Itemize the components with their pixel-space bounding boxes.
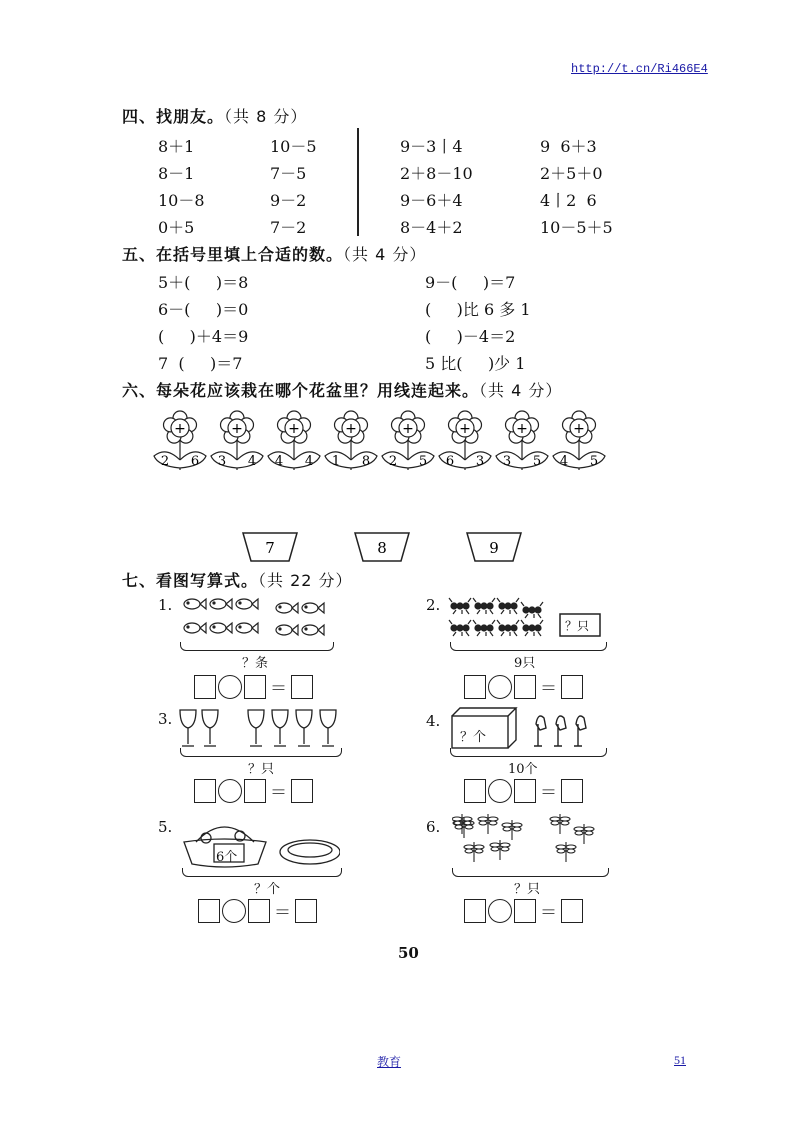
expr: 7－2 xyxy=(270,218,307,237)
leaf-number-right: 4 xyxy=(304,454,314,469)
problem-6-number: 6. xyxy=(426,818,441,836)
leaf-number-right: 6 xyxy=(190,454,200,469)
leaf-number-right: 5 xyxy=(532,454,542,469)
answer-box[interactable] xyxy=(514,675,536,699)
section6-heading xyxy=(122,378,562,401)
leaf-number-left: 6 xyxy=(445,454,455,469)
expr: 9－3丨4 xyxy=(400,137,463,156)
leaf-number-right: 5 xyxy=(589,454,599,469)
problem-1-number: 1. xyxy=(158,596,173,614)
operator-circle[interactable] xyxy=(222,899,246,923)
leaf-number-right: 8 xyxy=(361,454,371,469)
leaf-number-left: 4 xyxy=(559,454,569,469)
equals-sign: ＝ xyxy=(274,903,291,923)
leaf-number-left: 4 xyxy=(274,454,284,469)
problem-4-box-label: ？个 xyxy=(460,730,487,745)
problem-4-number: 4. xyxy=(426,712,441,730)
expr: 9－2 xyxy=(270,191,307,210)
flower-3[interactable] xyxy=(266,410,322,472)
leaf-number-left: 2 xyxy=(160,454,170,469)
section4-title: 四、找朋友。 xyxy=(122,107,225,126)
answer-box[interactable] xyxy=(198,899,220,923)
section4-heading xyxy=(122,104,307,127)
flower-6[interactable] xyxy=(437,410,493,472)
expr: 9－6＋4 xyxy=(400,191,463,210)
section7-title: 七、看图写算式。 xyxy=(122,571,259,590)
flower-1[interactable] xyxy=(152,410,208,472)
flower-sign: + xyxy=(402,421,414,437)
answer-box[interactable] xyxy=(244,675,266,699)
flower-7[interactable] xyxy=(494,410,550,472)
section5-title: 五、在括号里填上合适的数。 xyxy=(122,245,344,264)
pot-number: 9 xyxy=(489,539,499,557)
leaf-number-left: 1 xyxy=(331,454,341,469)
pot-number: 8 xyxy=(377,539,387,557)
problem-2-label: 9只 xyxy=(514,656,536,671)
equals-sign: ＝ xyxy=(540,903,557,923)
group-brace xyxy=(450,748,607,757)
blank-expr[interactable]: 5 比( )少 1 xyxy=(425,354,526,373)
problem-4-equation xyxy=(464,778,583,803)
answer-box[interactable] xyxy=(194,779,216,803)
leaf-number-left: 3 xyxy=(502,454,512,469)
flower-pot-9[interactable] xyxy=(464,530,524,564)
expr: 8＋1 xyxy=(158,137,195,156)
flower-5[interactable] xyxy=(380,410,436,472)
answer-box[interactable] xyxy=(514,899,536,923)
expr: 8－1 xyxy=(158,164,195,183)
expr: 2＋8－10 xyxy=(400,164,473,183)
footer-link[interactable]: 教育 xyxy=(377,1055,402,1069)
leaf-number-right: 4 xyxy=(247,454,257,469)
problem-2-number: 2. xyxy=(426,596,441,614)
header-url-link[interactable]: http://t.cn/Ri466E4 xyxy=(571,62,708,76)
leaf-number-left: 2 xyxy=(388,454,398,469)
section4-col3 xyxy=(400,134,473,242)
section6-points: （共 4 分） xyxy=(479,381,563,400)
blank-expr[interactable]: ( )－4＝2 xyxy=(425,327,516,346)
problem-1-equation xyxy=(194,674,313,699)
problem-5-box-label: 6个 xyxy=(216,850,238,865)
section4-points: （共 8 分） xyxy=(224,107,308,126)
section5-left xyxy=(158,270,248,378)
problem-2-equation xyxy=(464,674,583,699)
flower-sign: + xyxy=(516,421,528,437)
group-brace xyxy=(180,748,342,757)
leaf-number-right: 5 xyxy=(418,454,428,469)
expr: 7－5 xyxy=(270,164,307,183)
flower-8[interactable] xyxy=(551,410,607,472)
flower-sign: + xyxy=(174,421,186,437)
expr: 0＋5 xyxy=(158,218,195,237)
flower-2[interactable] xyxy=(209,410,265,472)
equals-sign: ＝ xyxy=(540,783,557,803)
answer-box[interactable] xyxy=(194,675,216,699)
blank-expr[interactable]: 5＋( )＝8 xyxy=(158,273,249,292)
answer-box[interactable] xyxy=(561,899,583,923)
operator-circle[interactable] xyxy=(488,899,512,923)
flower-pot-8[interactable] xyxy=(352,530,412,564)
answer-box[interactable] xyxy=(244,779,266,803)
dragonfly-group-illustration xyxy=(452,812,612,868)
group-brace xyxy=(450,642,607,651)
flower-sign: + xyxy=(345,421,357,437)
flower-sign: + xyxy=(288,421,300,437)
pot-number: 7 xyxy=(265,539,275,557)
leaf-number-right: 3 xyxy=(475,454,485,469)
operator-circle[interactable] xyxy=(488,675,512,699)
equals-sign: ＝ xyxy=(540,679,557,699)
equals-sign: ＝ xyxy=(270,679,287,699)
problem-5-label: ？个 xyxy=(254,882,281,897)
expr: 8－4＋2 xyxy=(400,218,463,237)
expr: 2＋5＋0 xyxy=(540,164,603,183)
problem-3-label: ？只 xyxy=(248,762,275,777)
section4-col4 xyxy=(540,134,613,242)
page-number: 50 xyxy=(398,944,419,962)
operator-circle[interactable] xyxy=(218,779,242,803)
problem-4-label: 10个 xyxy=(508,762,538,777)
blank-expr[interactable]: ( )＋4＝9 xyxy=(158,327,249,346)
expr: 9 6＋3 xyxy=(540,137,597,156)
group-brace xyxy=(452,868,609,877)
problem-6-label: ？只 xyxy=(514,882,541,897)
answer-box[interactable] xyxy=(291,779,313,803)
answer-box[interactable] xyxy=(464,899,486,923)
equals-sign: ＝ xyxy=(270,783,287,803)
section5-points: （共 4 分） xyxy=(343,245,427,264)
section4-divider xyxy=(357,128,359,236)
basket-plate-illustration xyxy=(180,820,340,870)
problem-2-box-label: ？只 xyxy=(565,619,590,633)
section6-title: 六、每朵花应该栽在哪个花盆里？用线连起来。 xyxy=(122,381,480,400)
problem-3-number: 3. xyxy=(158,710,173,728)
group-brace xyxy=(180,642,334,651)
expr: 10－5＋5 xyxy=(540,218,613,237)
answer-box[interactable] xyxy=(561,779,583,803)
leaf-number-left: 3 xyxy=(217,454,227,469)
operator-circle[interactable] xyxy=(218,675,242,699)
answer-box[interactable] xyxy=(291,675,313,699)
flower-4[interactable] xyxy=(323,410,379,472)
problem-1-label: ？条 xyxy=(242,656,269,671)
problem-3-equation xyxy=(194,778,313,803)
problem-5-number: 5. xyxy=(158,818,173,836)
answer-box[interactable] xyxy=(248,899,270,923)
section7-points: （共 22 分） xyxy=(258,571,353,590)
answer-box[interactable] xyxy=(464,675,486,699)
expr: 10－5 xyxy=(270,137,317,156)
section5-heading xyxy=(122,242,426,265)
section7-heading xyxy=(122,568,353,591)
problem-6-equation xyxy=(464,898,583,923)
blank-expr[interactable]: 7 ( )＝7 xyxy=(158,354,243,373)
answer-box[interactable] xyxy=(561,675,583,699)
blank-expr[interactable]: ( )比 6 多 1 xyxy=(425,300,531,319)
operator-circle[interactable] xyxy=(488,779,512,803)
answer-box[interactable] xyxy=(514,779,536,803)
answer-box[interactable] xyxy=(295,899,317,923)
section4-col1 xyxy=(158,134,205,242)
footer-page-link[interactable]: 51 xyxy=(674,1053,686,1067)
blank-expr[interactable]: 9－( )＝7 xyxy=(425,273,516,292)
problem-5-equation xyxy=(198,898,317,923)
answer-box[interactable] xyxy=(464,779,486,803)
fish-group-illustration xyxy=(182,594,332,644)
section4-col2 xyxy=(270,134,317,242)
expr: 10－8 xyxy=(158,191,205,210)
group-brace xyxy=(182,868,342,877)
blank-expr[interactable]: 6－( )＝0 xyxy=(158,300,249,319)
flower-sign: + xyxy=(231,421,243,437)
expr: 4丨2 6 xyxy=(540,191,597,210)
flower-pot-7[interactable] xyxy=(240,530,300,564)
glass-group-illustration xyxy=(178,708,343,752)
flower-sign: + xyxy=(573,421,585,437)
section5-right xyxy=(425,270,531,378)
flower-sign: + xyxy=(459,421,471,437)
